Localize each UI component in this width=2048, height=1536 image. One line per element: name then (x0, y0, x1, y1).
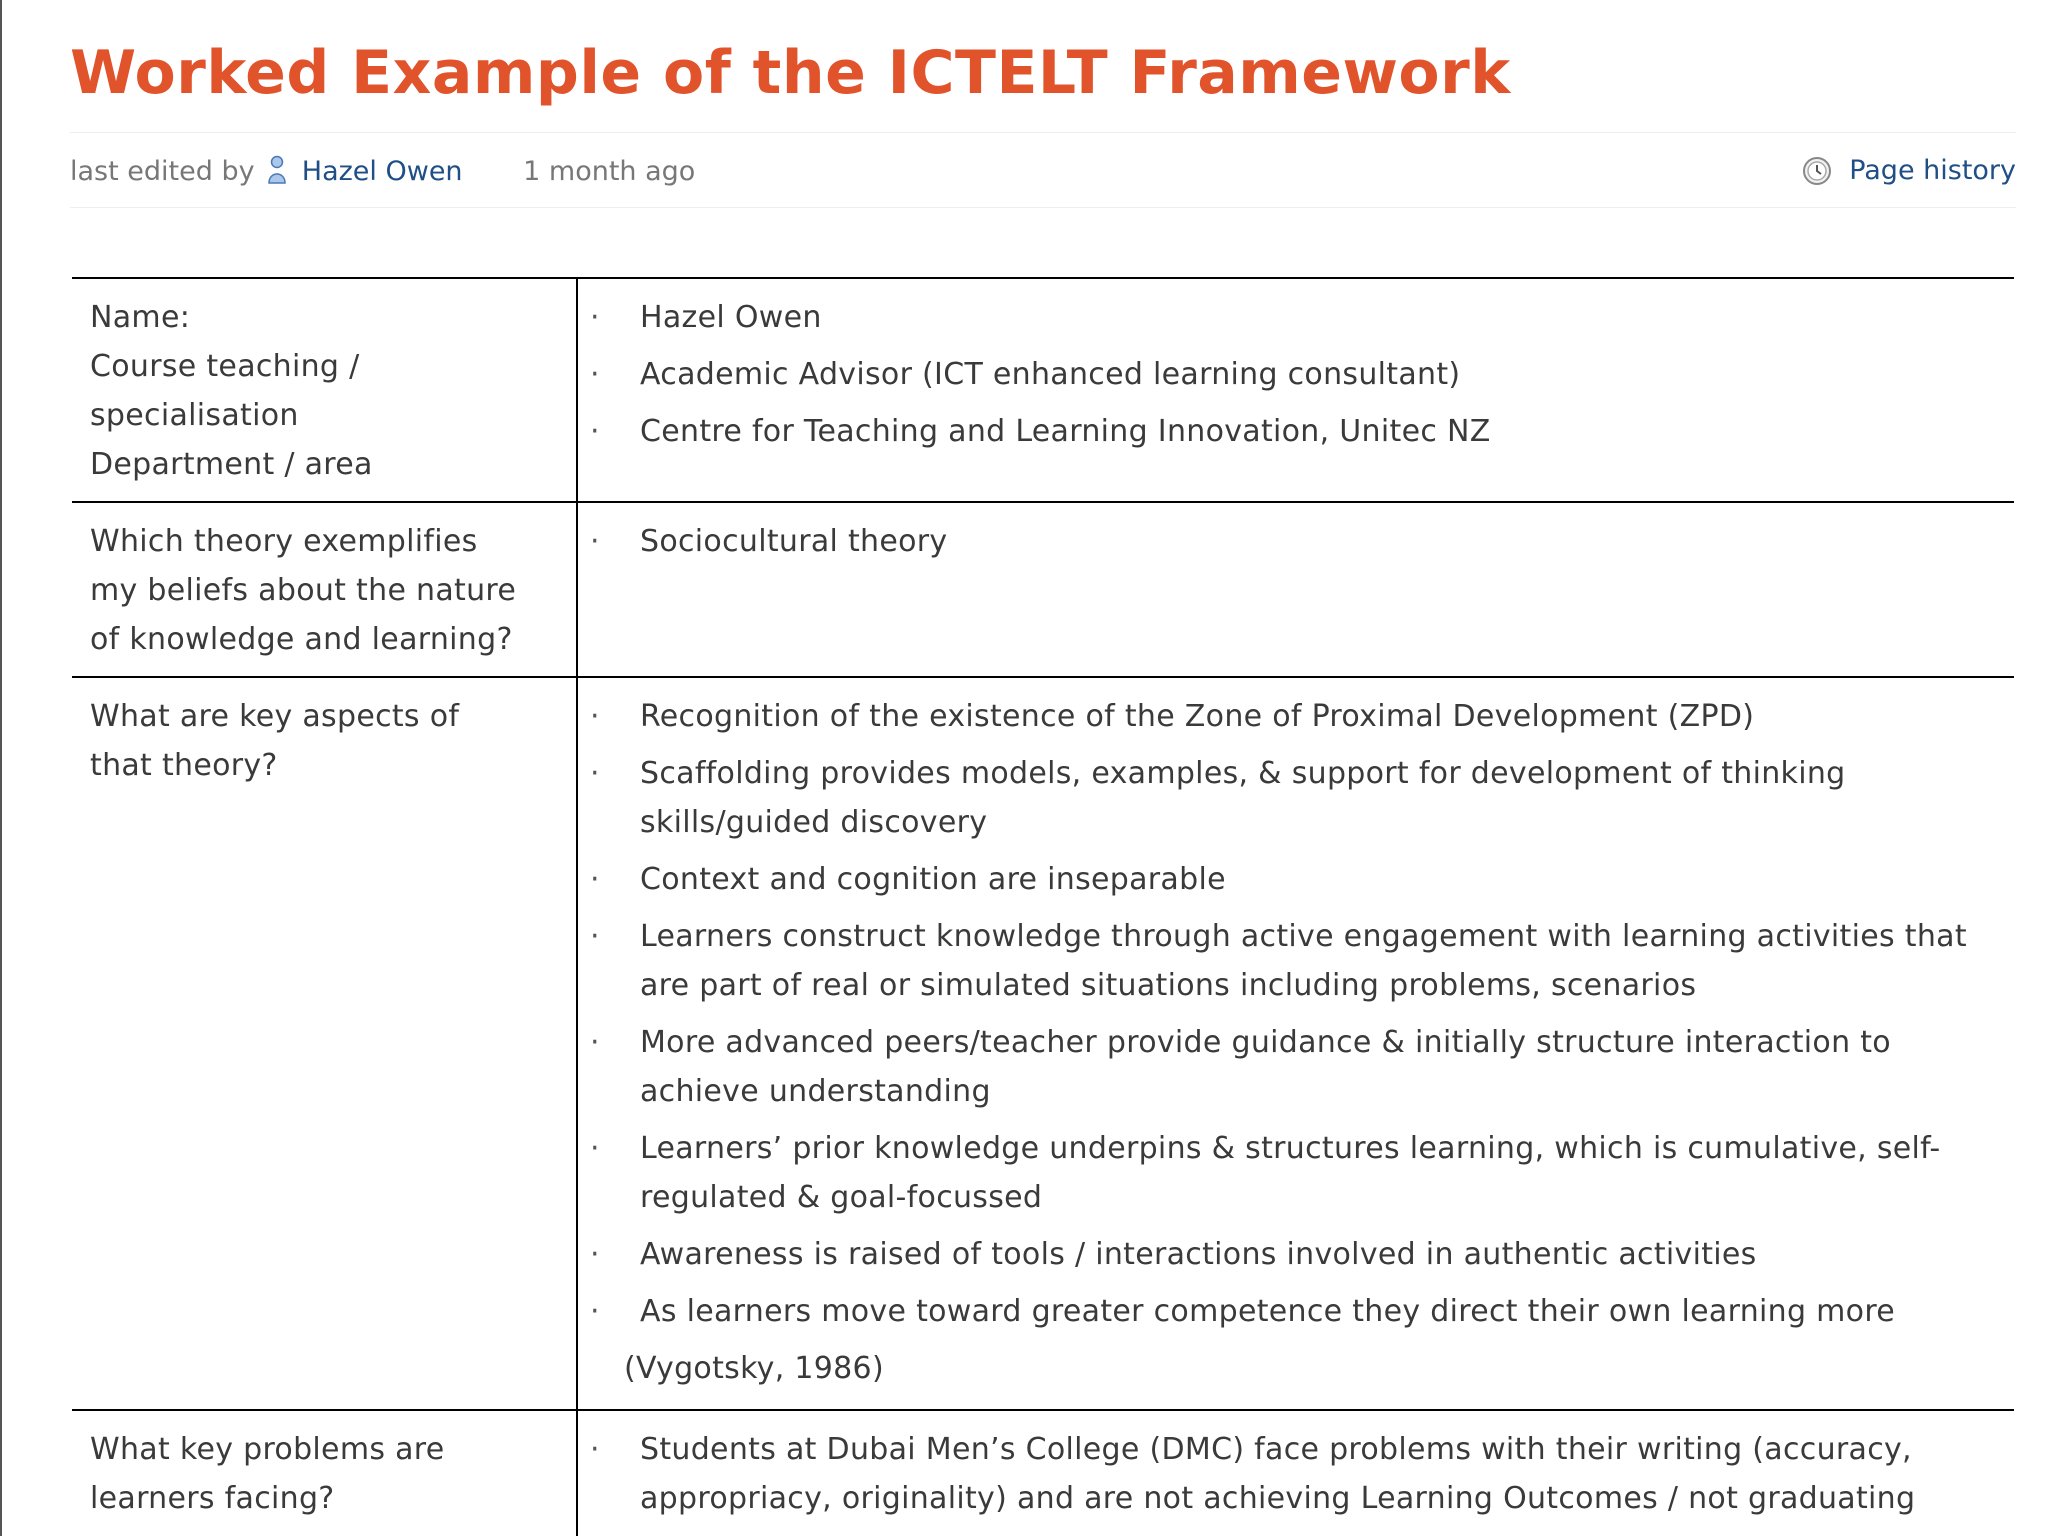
answer-cell (577, 1410, 2014, 1536)
question-cell (72, 677, 577, 1410)
last-edited-info (70, 155, 695, 187)
answer-cell (577, 502, 2014, 677)
list-item: · Awareness is raised of tools / interactions involved in authentic activities (590, 1237, 1757, 1272)
question-line: Which theory exemplifies (90, 524, 478, 559)
list-item: · Scaffolding provides models, examples, & support for development of thinking skills/guided discovery (590, 756, 1846, 840)
question-cell (72, 1410, 577, 1536)
question-line: What are key aspects of (90, 699, 460, 734)
list-item: · Centre for Teaching and Learning Innovation, Unitec NZ (590, 414, 1491, 449)
list-item: · Context and cognition are inseparable (590, 862, 1226, 897)
page-history-label: Page history (1849, 155, 2016, 186)
question-cell (72, 502, 577, 677)
question-cell (72, 278, 577, 502)
edited-time: 1 month ago (523, 156, 696, 187)
table-row (72, 677, 2014, 1410)
answer-list (590, 517, 1994, 566)
framework-table (72, 277, 2014, 1536)
question-line: What key problems are (90, 1432, 445, 1467)
last-edited-label: last edited by (70, 156, 255, 187)
table-row (72, 278, 2014, 502)
list-item: · Learners construct knowledge through active engagement with learning activities that are part of real or simulated situations including problems, scenarios (590, 919, 1967, 1003)
question-line: of knowledge and learning? (90, 622, 513, 657)
question-line: Name: (90, 300, 191, 335)
list-item: · Recognition of the existence of the Zone of Proximal Development (ZPD) (590, 699, 1755, 734)
user-icon (267, 155, 287, 185)
list-item: · Sociocultural theory (590, 524, 948, 559)
list-item: · As learners move toward greater competence they direct their own learning more (590, 1294, 1896, 1329)
answer-list (590, 293, 1994, 456)
citation: (Vygotsky, 1986) (624, 1351, 884, 1386)
page-history-link[interactable] (1801, 155, 2016, 187)
answer-list (590, 1425, 1994, 1523)
answer-cell (577, 677, 2014, 1410)
question-line: Department / area (90, 447, 373, 482)
table-row (72, 502, 2014, 677)
list-item: · Learners’ prior knowledge underpins & structures learning, which is cumulative, self-regulated & goal-focussed (590, 1131, 1941, 1215)
clock-icon (1801, 155, 1833, 187)
question-line: specialisation (90, 398, 299, 433)
list-item: · Hazel Owen (590, 300, 822, 335)
question-line: that theory? (90, 748, 278, 783)
question-line: Course teaching / (90, 349, 360, 384)
page-title: Worked Example of the ICTELT Framework (70, 38, 1511, 108)
list-item: · Academic Advisor (ICT enhanced learning consultant) (590, 357, 1461, 392)
answer-list (590, 692, 1994, 1336)
list-item: · More advanced peers/teacher provide guidance & initially structure interaction to achieve understanding (590, 1025, 1891, 1109)
author-link[interactable]: Hazel Owen (301, 156, 463, 187)
question-line: my beliefs about the nature (90, 573, 517, 608)
answer-cell (577, 278, 2014, 502)
page-metadata-bar (70, 132, 2016, 208)
question-line: learners facing? (90, 1481, 335, 1516)
table-row (72, 1410, 2014, 1536)
list-item: · Students at Dubai Men’s College (DMC) face problems with their writing (accuracy, appropriacy, originality) and are not achieving Learning Outcomes / not graduating (590, 1432, 1916, 1516)
